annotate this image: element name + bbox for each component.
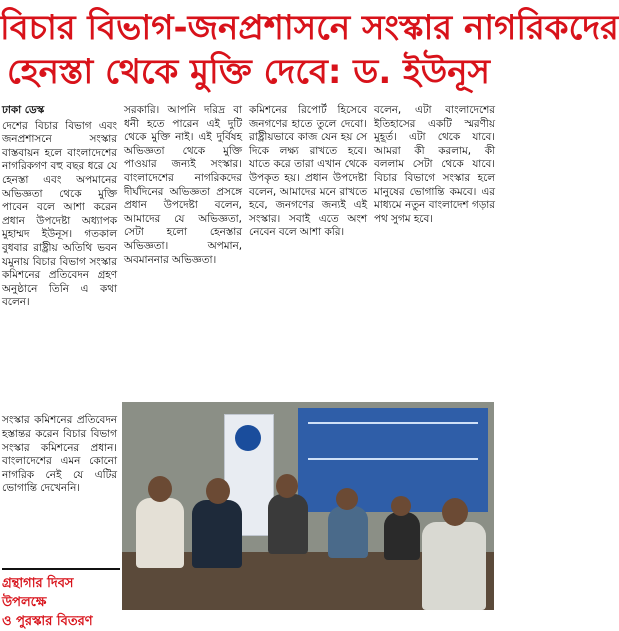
attendee-head [148,476,172,502]
column-3-text: কমিশনের রিপোর্ট হিসেবে জনগণের হাতে তুলে দেবো। রাষ্ট্রীয়ভাবে কাজ যেন হয় সে দিকে লক্ষ্য রাখতে হবে। যাতে করে তারা এখান থেকে উপকৃত হয়। প্রধান উপদেষ্টা বলেন, আমাদের মনে রাখতে হবে, জনগণের জন্যই এই সংস্কার। সবাই এতে অংশ নেবেন বলে আশা করি। [249,104,367,239]
column-2-text: সরকারি। আপনি দরিদ্র বা ধনী হতে পারেন এই দুটি থেকে মুক্তি নাই। এই দুর্বিষহ অভিজ্ঞতা থেকে মুক্তি পাওয়ার জন্যই সংস্কার। বাংলাদেশের নাগরিকদের দীর্ঘদিনের অভিজ্ঞতা প্রসঙ্গে প্রধান উপদেষ্টা বলেন, আমাদের যে অভিজ্ঞতা, সেটা হলো হেনস্তার অভিজ্ঞতা। অপমান, অবমাননার অভিজ্ঞতা। [124,104,242,266]
column-4-text: বলেন, এটা বাংলাদেশের ইতিহাসের একটি স্মরণীয় মুহূর্ত। এটা থেকে যাবে। আমরা কী করলাম, কী বললাম সেটা থেকে যাবে। বিচার বিভাগে সংস্কার হলে মানুষের ভোগান্তি কমবে। এর মাধ্যমে নতুন বাংলাদেশ গড়ার পথ সুগম হবে। [374,104,495,225]
headline [0,0,619,96]
attendee [268,494,308,554]
desk-label: ঢাকা ডেস্ক [2,104,45,116]
headline-line-1: বিচার বিভাগ-জনপ্রশাসনে সংস্কার নাগরিকদের [0,8,619,48]
logo-icon [235,425,261,451]
article-body [2,104,495,404]
attendee-head [391,496,411,516]
column-1-text: দেশের বিচার বিভাগ এবং জনপ্রশাসনে সংস্কার বাস্তবায়ন হলে বাংলাদেশের নাগরিকগণ বহু বছর ধরে যে হেনস্তা এবং অপমানের অভিজ্ঞতা থেকে মুক্তি পাবেন বলে আশা করেন প্রধান উপদেষ্টা অধ্যাপক মুহাম্মদ ইউনূস। গতকাল বুধবার রাষ্ট্রীয় অতিথি ভবন যমুনায় বিচার বিভাগ সংস্কার কমিশনের প্রতিবেদন গ্রহণ অনুষ্ঠানে তিনি এ কথা বলেন। [2,119,117,309]
teaser-line-1: গ্রন্থাগার দিবস উপলক্ষে [2,576,74,610]
attendee [384,512,420,560]
attendee-head [276,474,298,498]
article-column-2 [124,104,242,404]
attendee [192,500,242,568]
headline-line-2: হেনস্তা থেকে মুক্তি দেবে: ড. ইউনূস [6,52,491,92]
article-column-1-continued [2,404,117,562]
teaser-line-2: ও পুরস্কার বিতরণ [2,614,93,629]
article-column-4 [374,104,495,404]
article-column-1 [2,104,117,404]
attendee [136,498,184,568]
attendee-head [336,488,358,510]
attendee-head [206,478,230,504]
next-article-teaser [2,568,120,629]
attendee [422,522,486,610]
article-column-3 [249,104,367,404]
projection-screen [298,408,488,512]
attendee [328,506,368,558]
news-photo [122,402,494,610]
column-1b-text: সংস্কার কমিশনের প্রতিবেদন হস্তান্তর করেন বিচার বিভাগ সংস্কার কমিশনের প্রধান। বাংলাদেশের এমন কোনো নাগরিক নেই যে এটির ভোগান্তি দেখেননি। [2,414,117,495]
divider [2,568,120,570]
attendee-head [442,498,468,526]
